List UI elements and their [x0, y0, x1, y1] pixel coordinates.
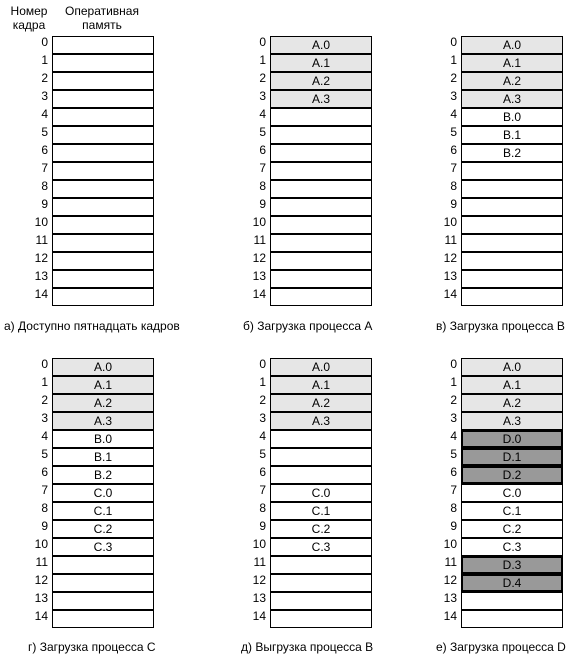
frame-row — [32, 54, 192, 72]
frame-row — [32, 270, 192, 288]
frame-row — [250, 216, 410, 234]
frame-row — [250, 198, 410, 216]
frame-number: 10 — [34, 215, 48, 229]
memory-frame-cell: D.4 — [461, 574, 563, 592]
frame-number: 14 — [34, 609, 48, 623]
frame-number: 13 — [34, 269, 48, 283]
frame-number: 11 — [444, 555, 457, 569]
memory-frame-cell: A.0 — [461, 36, 563, 54]
frame-row — [441, 610, 581, 628]
memory-frame-cell — [270, 180, 372, 198]
memory-frame-cell — [52, 252, 154, 270]
frame-row — [32, 144, 192, 162]
memory-frame-cell: A.1 — [52, 376, 154, 394]
frame-number: 2 — [259, 71, 266, 85]
memory-frame-cell — [52, 108, 154, 126]
frame-number: 11 — [444, 233, 457, 247]
memory-frame-cell — [270, 556, 372, 574]
frame-row — [441, 180, 581, 198]
frame-number: 4 — [41, 429, 48, 443]
frame-row — [250, 270, 410, 288]
frame-number-header-line2: кадра — [12, 18, 46, 32]
memory-frame-cell — [52, 54, 154, 72]
memory-frame-cell — [270, 144, 372, 162]
memory-frame-cell — [270, 198, 372, 216]
memory-frame-cell — [52, 610, 154, 628]
frame-number: 9 — [259, 197, 266, 211]
frame-number: 4 — [259, 107, 266, 121]
frame-number: 3 — [41, 411, 48, 425]
frame-number: 5 — [450, 447, 457, 461]
frame-number: 7 — [450, 483, 457, 497]
frame-row — [32, 216, 192, 234]
frame-number: 13 — [252, 269, 266, 283]
frame-number: 14 — [34, 287, 48, 301]
memory-frame-cell — [270, 162, 372, 180]
memory-frame-cell: A.0 — [461, 358, 563, 376]
memory-frame-cell: B.0 — [52, 430, 154, 448]
frame-row — [441, 592, 581, 610]
memory-frame-cell — [270, 216, 372, 234]
panel-caption: е) Загрузка процесса D — [436, 640, 566, 654]
memory-frame-cell: C.1 — [52, 502, 154, 520]
memory-frame-cell — [270, 288, 372, 306]
frame-number: 2 — [41, 71, 48, 85]
frame-number: 1 — [259, 375, 266, 389]
memory-frame-cell — [52, 592, 154, 610]
frame-number: 6 — [450, 143, 457, 157]
frame-row — [250, 252, 410, 270]
frame-number: 6 — [259, 465, 266, 479]
frame-row — [32, 72, 192, 90]
memory-frame-cell — [270, 108, 372, 126]
frame-row — [250, 90, 410, 108]
frame-number: 2 — [41, 393, 48, 407]
frame-number: 14 — [443, 287, 457, 301]
frame-row — [32, 252, 192, 270]
memory-frame-cell: B.0 — [461, 108, 563, 126]
frame-number: 5 — [259, 125, 266, 139]
memory-frame-cell: A.2 — [270, 72, 372, 90]
frame-number: 1 — [41, 375, 48, 389]
frame-row — [32, 288, 192, 306]
frame-number: 8 — [41, 179, 48, 193]
frame-number: 12 — [252, 573, 266, 587]
memory-frame-cell — [52, 144, 154, 162]
memory-frame-cell — [270, 592, 372, 610]
frame-row — [441, 108, 581, 126]
memory-frame-cell — [461, 162, 563, 180]
memory-frame-cell: D.0 — [461, 430, 563, 448]
memory-frame-cell — [270, 466, 372, 484]
frame-number: 12 — [252, 251, 266, 265]
frame-number: 5 — [41, 125, 48, 139]
frame-number: 0 — [41, 35, 48, 49]
frame-number: 9 — [450, 197, 457, 211]
frame-row — [250, 108, 410, 126]
frame-row — [32, 108, 192, 126]
memory-frame-cell — [461, 252, 563, 270]
memory-frame-cell — [52, 288, 154, 306]
memory-frame-cell: C.2 — [270, 520, 372, 538]
frame-number: 7 — [259, 483, 266, 497]
frame-number: 10 — [34, 537, 48, 551]
memory-frame-cell: C.0 — [461, 484, 563, 502]
frame-row — [441, 538, 581, 556]
memory-frame-cell — [52, 234, 154, 252]
frame-number: 6 — [450, 465, 457, 479]
frame-row — [441, 72, 581, 90]
frame-row — [441, 162, 581, 180]
frame-number: 13 — [34, 591, 48, 605]
frame-row — [441, 126, 581, 144]
memory-frame-cell: A.0 — [52, 358, 154, 376]
frame-row — [32, 126, 192, 144]
memory-frame-cell — [52, 180, 154, 198]
memory-frame-cell — [52, 72, 154, 90]
memory-frame-cell: B.2 — [461, 144, 563, 162]
frame-row — [441, 574, 581, 592]
frame-row — [250, 394, 410, 412]
frame-row — [250, 448, 410, 466]
frame-number: 7 — [450, 161, 457, 175]
memory-frame-cell — [52, 198, 154, 216]
frame-number: 1 — [450, 53, 457, 67]
frame-row — [32, 234, 192, 252]
frame-row — [441, 466, 581, 484]
frame-row — [441, 502, 581, 520]
frame-row — [32, 394, 192, 412]
frame-number: 11 — [253, 555, 266, 569]
frame-number: 3 — [41, 89, 48, 103]
frame-number-header — [2, 4, 56, 32]
frame-row — [32, 520, 192, 538]
frame-number: 3 — [259, 89, 266, 103]
frame-number: 0 — [450, 357, 457, 371]
memory-frame-cell — [461, 180, 563, 198]
frame-row — [32, 90, 192, 108]
frame-row — [32, 466, 192, 484]
frame-number: 2 — [450, 393, 457, 407]
frame-row — [441, 198, 581, 216]
frame-number: 1 — [259, 53, 266, 67]
frame-number: 3 — [450, 411, 457, 425]
memory-frame-cell: C.3 — [270, 538, 372, 556]
frame-number: 8 — [41, 501, 48, 515]
memory-frame-cell: A.1 — [461, 376, 563, 394]
frame-row — [32, 592, 192, 610]
memory-frame-cell — [52, 126, 154, 144]
memory-frame-cell: C.2 — [461, 520, 563, 538]
memory-frame-cell: B.1 — [52, 448, 154, 466]
memory-frame-cell: C.1 — [461, 502, 563, 520]
panel-caption: г) Загрузка процесса С — [28, 640, 156, 654]
frame-row — [32, 198, 192, 216]
frame-row — [32, 376, 192, 394]
memory-frame-cell: A.2 — [461, 394, 563, 412]
frame-row — [250, 180, 410, 198]
memory-frame-cell: C.2 — [52, 520, 154, 538]
frame-row — [250, 72, 410, 90]
frame-row — [32, 36, 192, 54]
memory-frame-cell — [270, 430, 372, 448]
frame-row — [250, 234, 410, 252]
frame-number: 14 — [252, 287, 266, 301]
memory-frame-cell: C.3 — [52, 538, 154, 556]
memory-frame-cell: C.0 — [270, 484, 372, 502]
memory-frame-cell — [270, 270, 372, 288]
memory-frame-cell — [52, 216, 154, 234]
memory-frame-cell: A.0 — [270, 358, 372, 376]
frame-row — [32, 448, 192, 466]
frame-number: 10 — [252, 537, 266, 551]
memory-frame-cell — [270, 610, 372, 628]
frame-number: 13 — [443, 591, 457, 605]
panel-caption: а) Доступно пятнадцать кадров — [4, 319, 180, 333]
frame-row — [441, 394, 581, 412]
frame-number: 10 — [252, 215, 266, 229]
frame-row — [441, 90, 581, 108]
frame-number: 1 — [450, 375, 457, 389]
memory-frame-cell: D.2 — [461, 466, 563, 484]
memory-header-line1: Оперативная — [65, 4, 139, 18]
frame-row — [32, 484, 192, 502]
frame-number: 0 — [259, 357, 266, 371]
frame-row — [32, 556, 192, 574]
frame-number: 2 — [259, 393, 266, 407]
memory-frame-cell: D.1 — [461, 448, 563, 466]
memory-frame-cell — [52, 162, 154, 180]
memory-frame-cell — [270, 574, 372, 592]
frame-number: 11 — [253, 233, 266, 247]
frame-number: 14 — [443, 609, 457, 623]
memory-frame-cell: C.0 — [52, 484, 154, 502]
memory-frame-cell — [461, 610, 563, 628]
memory-frame-cell — [52, 36, 154, 54]
frame-number: 8 — [450, 179, 457, 193]
frame-number: 7 — [41, 483, 48, 497]
memory-frame-cell: A.3 — [270, 412, 372, 430]
frame-number: 4 — [41, 107, 48, 121]
memory-frame-cell — [461, 288, 563, 306]
frame-row — [250, 484, 410, 502]
frame-number: 5 — [41, 447, 48, 461]
frame-row — [250, 574, 410, 592]
frame-number: 5 — [450, 125, 457, 139]
frame-number: 11 — [35, 555, 48, 569]
memory-frame-cell — [270, 252, 372, 270]
memory-frame-cell: A.3 — [461, 412, 563, 430]
frame-number: 12 — [34, 573, 48, 587]
frame-row — [32, 574, 192, 592]
frame-row — [32, 412, 192, 430]
memory-frame-cell: A.3 — [270, 90, 372, 108]
frame-row — [250, 144, 410, 162]
frame-number: 9 — [41, 197, 48, 211]
frame-number: 14 — [252, 609, 266, 623]
memory-frame-cell — [461, 270, 563, 288]
memory-frame-cell: C.1 — [270, 502, 372, 520]
frame-number: 1 — [41, 53, 48, 67]
frame-row — [441, 288, 581, 306]
frame-number: 12 — [443, 573, 457, 587]
frame-row — [250, 412, 410, 430]
frame-row — [250, 610, 410, 628]
memory-header-line2: память — [82, 18, 122, 32]
panel-caption: в) Загрузка процесса В — [436, 319, 565, 333]
frame-number: 8 — [450, 501, 457, 515]
frame-number: 10 — [443, 537, 457, 551]
frame-number: 9 — [259, 519, 266, 533]
frame-row — [441, 484, 581, 502]
frame-number: 0 — [259, 35, 266, 49]
frame-number: 3 — [259, 411, 266, 425]
frame-number: 10 — [443, 215, 457, 229]
frame-row — [250, 466, 410, 484]
frame-row — [250, 288, 410, 306]
memory-frame-cell: C.3 — [461, 538, 563, 556]
frame-row — [250, 538, 410, 556]
frame-row — [441, 430, 581, 448]
frame-number: 0 — [41, 357, 48, 371]
frame-number: 9 — [41, 519, 48, 533]
frame-row — [32, 180, 192, 198]
frame-row — [250, 54, 410, 72]
frame-number: 13 — [443, 269, 457, 283]
memory-frame-cell: A.2 — [270, 394, 372, 412]
frame-row — [441, 520, 581, 538]
frame-row — [32, 358, 192, 376]
frame-number-header-line1: Номер — [10, 4, 48, 18]
memory-frame-cell — [270, 448, 372, 466]
frame-row — [250, 556, 410, 574]
frame-row — [32, 162, 192, 180]
frame-number: 4 — [450, 107, 457, 121]
frame-row — [441, 216, 581, 234]
memory-frame-cell: A.1 — [270, 376, 372, 394]
memory-frame-cell: A.1 — [270, 54, 372, 72]
frame-number: 7 — [41, 161, 48, 175]
frame-row — [441, 36, 581, 54]
frame-row — [441, 54, 581, 72]
frame-number: 8 — [259, 179, 266, 193]
memory-frame-cell — [461, 234, 563, 252]
memory-frame-cell: B.2 — [52, 466, 154, 484]
frame-row — [250, 520, 410, 538]
frame-number: 0 — [450, 35, 457, 49]
panel-caption: д) Выгрузка процесса В — [241, 640, 374, 654]
frame-number: 9 — [450, 519, 457, 533]
frame-number: 13 — [252, 591, 266, 605]
frame-row — [32, 538, 192, 556]
frame-row — [441, 270, 581, 288]
memory-frame-cell — [52, 270, 154, 288]
frame-row — [441, 376, 581, 394]
frame-number: 5 — [259, 447, 266, 461]
frame-number: 7 — [259, 161, 266, 175]
frame-row — [32, 610, 192, 628]
frame-number: 12 — [443, 251, 457, 265]
memory-frame-cell — [52, 556, 154, 574]
memory-frame-cell — [461, 216, 563, 234]
frame-number: 12 — [34, 251, 48, 265]
memory-frame-cell — [52, 574, 154, 592]
frame-row — [441, 252, 581, 270]
frame-number: 8 — [259, 501, 266, 515]
frame-row — [250, 592, 410, 610]
memory-frame-cell — [461, 592, 563, 610]
frame-row — [32, 502, 192, 520]
frame-number: 6 — [259, 143, 266, 157]
memory-header — [56, 4, 148, 32]
frame-row — [32, 430, 192, 448]
frame-row — [441, 234, 581, 252]
memory-frame-cell — [461, 198, 563, 216]
frame-number: 6 — [41, 465, 48, 479]
frame-number: 4 — [259, 429, 266, 443]
memory-frame-cell: A.3 — [461, 90, 563, 108]
memory-frame-cell — [52, 90, 154, 108]
memory-frame-cell: A.1 — [461, 54, 563, 72]
frame-number: 2 — [450, 71, 457, 85]
frame-row — [250, 502, 410, 520]
frame-row — [250, 358, 410, 376]
memory-frame-cell — [270, 234, 372, 252]
panel-caption: б) Загрузка процесса А — [243, 319, 373, 333]
frame-number: 6 — [41, 143, 48, 157]
frame-row — [441, 412, 581, 430]
frame-row — [250, 36, 410, 54]
frame-number: 3 — [450, 89, 457, 103]
memory-frame-cell: B.1 — [461, 126, 563, 144]
memory-frame-cell: A.3 — [52, 412, 154, 430]
frame-row — [250, 162, 410, 180]
memory-frame-cell: A.0 — [270, 36, 372, 54]
frame-row — [441, 448, 581, 466]
memory-frame-cell: D.3 — [461, 556, 563, 574]
frame-number: 11 — [35, 233, 48, 247]
frame-row — [441, 556, 581, 574]
memory-frame-cell: A.2 — [52, 394, 154, 412]
frame-row — [441, 358, 581, 376]
memory-frame-cell — [270, 126, 372, 144]
frame-row — [250, 376, 410, 394]
frame-number: 4 — [450, 429, 457, 443]
memory-frame-cell: A.2 — [461, 72, 563, 90]
frame-row — [250, 430, 410, 448]
frame-row — [250, 126, 410, 144]
frame-row — [441, 144, 581, 162]
